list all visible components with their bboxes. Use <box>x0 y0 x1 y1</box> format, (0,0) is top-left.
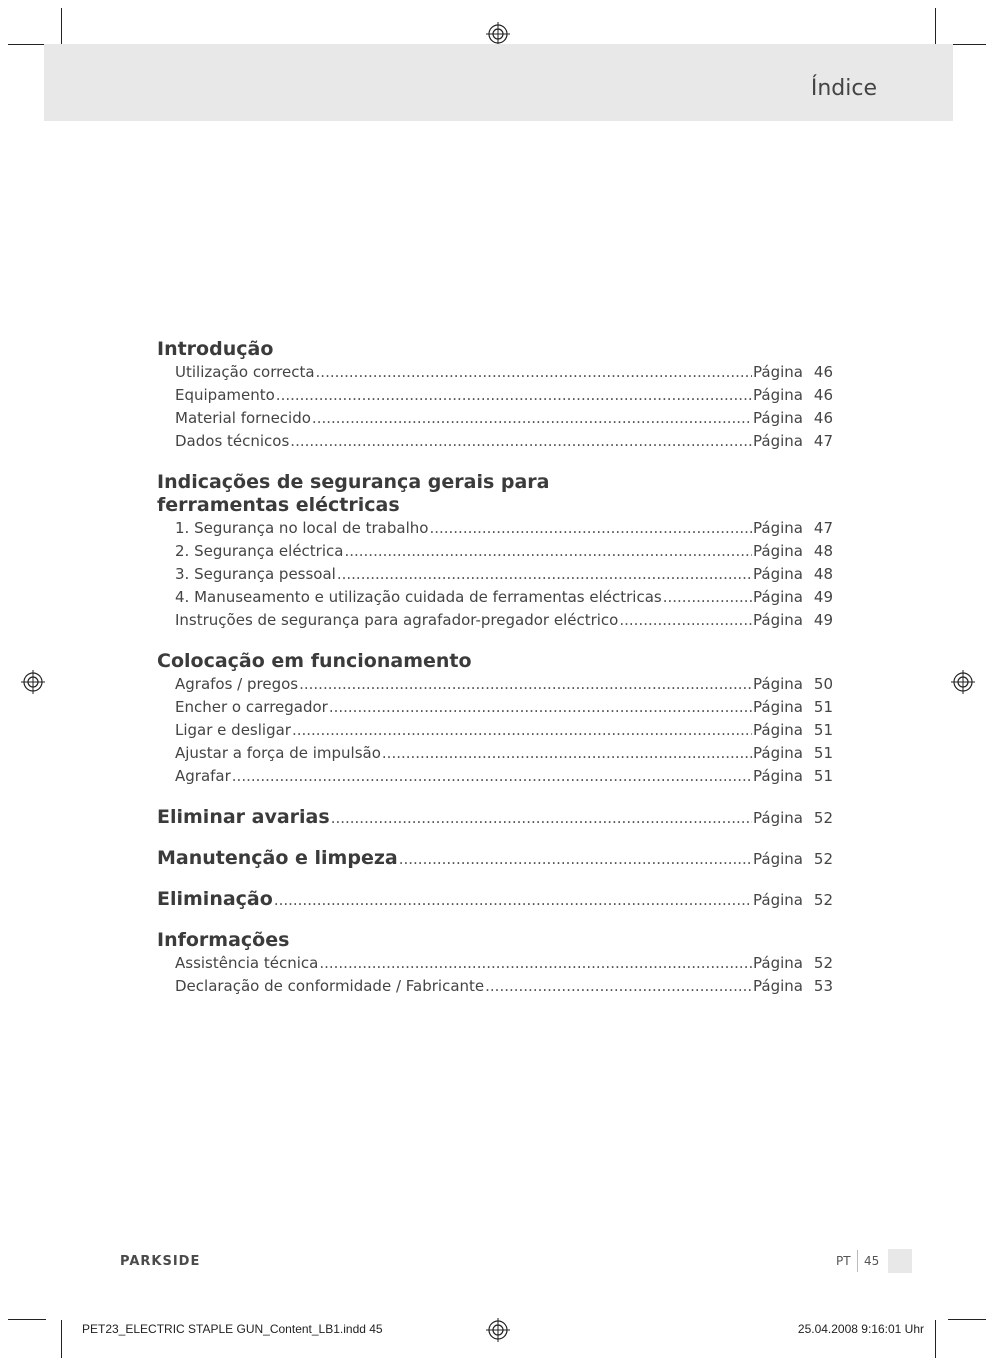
entry-label: Ajustar a força de impulsão <box>175 744 381 762</box>
page-word: Página <box>753 721 803 739</box>
toc-section <box>157 338 833 453</box>
entry-label: Instruções de segurança para agrafador-pregador eléctrico <box>175 611 619 629</box>
page-word: Página <box>753 675 803 693</box>
entry-label: 4. Manuseamento e utilização cuidada de ferramentas eléctricas <box>175 588 662 606</box>
page-word: Página <box>753 542 803 560</box>
page-word: Página <box>753 809 803 827</box>
page-number: 48 <box>813 542 833 560</box>
entry-label: Dados técnicos <box>175 432 290 450</box>
page-word: Página <box>753 891 803 909</box>
page-number: 47 <box>813 519 833 537</box>
dot-leader <box>382 742 752 765</box>
dot-leader <box>399 850 752 868</box>
dot-leader <box>485 975 752 998</box>
page-word: Página <box>753 565 803 583</box>
crop-mark <box>948 44 986 45</box>
page-number: 52 <box>813 850 833 868</box>
dot-leader <box>329 696 752 719</box>
toc-entry[interactable] <box>157 384 833 407</box>
registration-mark-icon <box>486 22 510 46</box>
entry-label: Ligar e desligar <box>175 721 291 739</box>
table-of-contents <box>157 338 833 1016</box>
toc-entry[interactable] <box>157 540 833 563</box>
toc-section <box>157 650 833 788</box>
page-title: Índice <box>810 76 877 101</box>
page-number-footer: 45 <box>864 1254 880 1268</box>
crop-mark <box>948 1319 986 1320</box>
crop-mark <box>935 1320 936 1358</box>
section-title: ferramentas eléctricas <box>157 494 400 516</box>
toc-section <box>157 471 833 632</box>
toc-entry[interactable] <box>157 586 833 609</box>
section-title: Colocação em funcionamento <box>157 650 472 672</box>
crop-mark <box>935 8 936 46</box>
toc-entry[interactable] <box>157 517 833 540</box>
toc-entry[interactable] <box>157 361 833 384</box>
page-word: Página <box>753 611 803 629</box>
crop-mark <box>8 44 46 45</box>
registration-mark-icon <box>21 670 45 694</box>
entry-label: Assistência técnica <box>175 954 319 972</box>
toc-entry[interactable] <box>157 563 833 586</box>
dot-leader <box>619 609 752 632</box>
page-word: Página <box>753 386 803 404</box>
dot-leader <box>274 891 752 909</box>
toc-entry[interactable] <box>157 952 833 975</box>
toc-heading-entry[interactable] <box>157 847 833 870</box>
toc-heading-entry[interactable] <box>157 888 833 911</box>
page-tab-marker <box>888 1249 912 1273</box>
page-number: 49 <box>813 611 833 629</box>
dot-leader <box>276 384 752 407</box>
page-word: Página <box>753 767 803 785</box>
header-band <box>44 44 953 121</box>
dot-leader <box>429 517 752 540</box>
page-number: 51 <box>813 698 833 716</box>
page-word: Página <box>753 977 803 995</box>
dot-leader <box>337 563 752 586</box>
toc-heading-entry[interactable] <box>157 806 833 829</box>
section-title: Eliminação <box>157 888 273 910</box>
page-number: 52 <box>813 809 833 827</box>
dot-leader <box>331 809 752 827</box>
entry-label: 3. Segurança pessoal <box>175 565 336 583</box>
section-title: Eliminar avarias <box>157 806 330 828</box>
page-number: 52 <box>813 954 833 972</box>
entry-label: 2. Segurança eléctrica <box>175 542 344 560</box>
page-word: Página <box>753 954 803 972</box>
crop-mark <box>8 1319 46 1320</box>
dot-leader <box>299 673 752 696</box>
toc-entry[interactable] <box>157 696 833 719</box>
page-number: 51 <box>813 744 833 762</box>
page-number: 51 <box>813 721 833 739</box>
page-word: Página <box>753 432 803 450</box>
toc-entry[interactable] <box>157 673 833 696</box>
page-word: Página <box>753 519 803 537</box>
page-number: 50 <box>813 675 833 693</box>
footer-divider <box>857 1250 858 1272</box>
toc-entry[interactable] <box>157 765 833 788</box>
page-number: 51 <box>813 767 833 785</box>
page-word: Página <box>753 588 803 606</box>
entry-label: Agrafar <box>175 767 231 785</box>
page-number: 46 <box>813 386 833 404</box>
toc-entry[interactable] <box>157 719 833 742</box>
page-word: Página <box>753 850 803 868</box>
slug-filename: PET23_ELECTRIC STAPLE GUN_Content_LB1.indd 45 <box>82 1322 383 1336</box>
section-title: Manutenção e limpeza <box>157 847 398 869</box>
section-title: Informações <box>157 929 290 951</box>
language-code: PT <box>836 1254 851 1268</box>
page-word: Página <box>753 698 803 716</box>
section-title: Indicações de segurança gerais para <box>157 471 550 493</box>
page-number: 53 <box>813 977 833 995</box>
page-number: 48 <box>813 565 833 583</box>
entry-label: Utilização correcta <box>175 363 315 381</box>
page-number: 46 <box>813 363 833 381</box>
page-number: 49 <box>813 588 833 606</box>
entry-label: Encher o carregador <box>175 698 328 716</box>
registration-mark-icon <box>951 670 975 694</box>
dot-leader <box>312 407 752 430</box>
entry-label: Agrafos / pregos <box>175 675 299 693</box>
page-number: 52 <box>813 891 833 909</box>
page-word: Página <box>753 409 803 427</box>
dot-leader <box>344 540 752 563</box>
page-word: Página <box>753 744 803 762</box>
toc-entry[interactable] <box>157 609 833 632</box>
section-title: Introdução <box>157 338 274 360</box>
crop-mark <box>61 8 62 46</box>
dot-leader <box>292 719 752 742</box>
page-number: 47 <box>813 432 833 450</box>
entry-label: Material fornecido <box>175 409 311 427</box>
toc-entry[interactable] <box>157 975 833 998</box>
registration-mark-icon <box>486 1318 510 1342</box>
toc-entry[interactable] <box>157 407 833 430</box>
dot-leader <box>232 765 752 788</box>
dot-leader <box>290 430 752 453</box>
toc-entry[interactable] <box>157 742 833 765</box>
entry-label: Declaração de conformidade / Fabricante <box>175 977 485 995</box>
dot-leader <box>316 361 753 384</box>
dot-leader <box>663 586 752 609</box>
entry-label: 1. Segurança no local de trabalho <box>175 519 429 537</box>
crop-mark <box>61 1320 62 1358</box>
toc-entry[interactable] <box>157 430 833 453</box>
page-word: Página <box>753 363 803 381</box>
page-number: 46 <box>813 409 833 427</box>
brand-logo: PARKSIDE <box>120 1254 201 1269</box>
toc-section <box>157 929 833 998</box>
dot-leader <box>319 952 752 975</box>
slug-datetime: 25.04.2008 9:16:01 Uhr <box>797 1322 924 1336</box>
entry-label: Equipamento <box>175 386 275 404</box>
